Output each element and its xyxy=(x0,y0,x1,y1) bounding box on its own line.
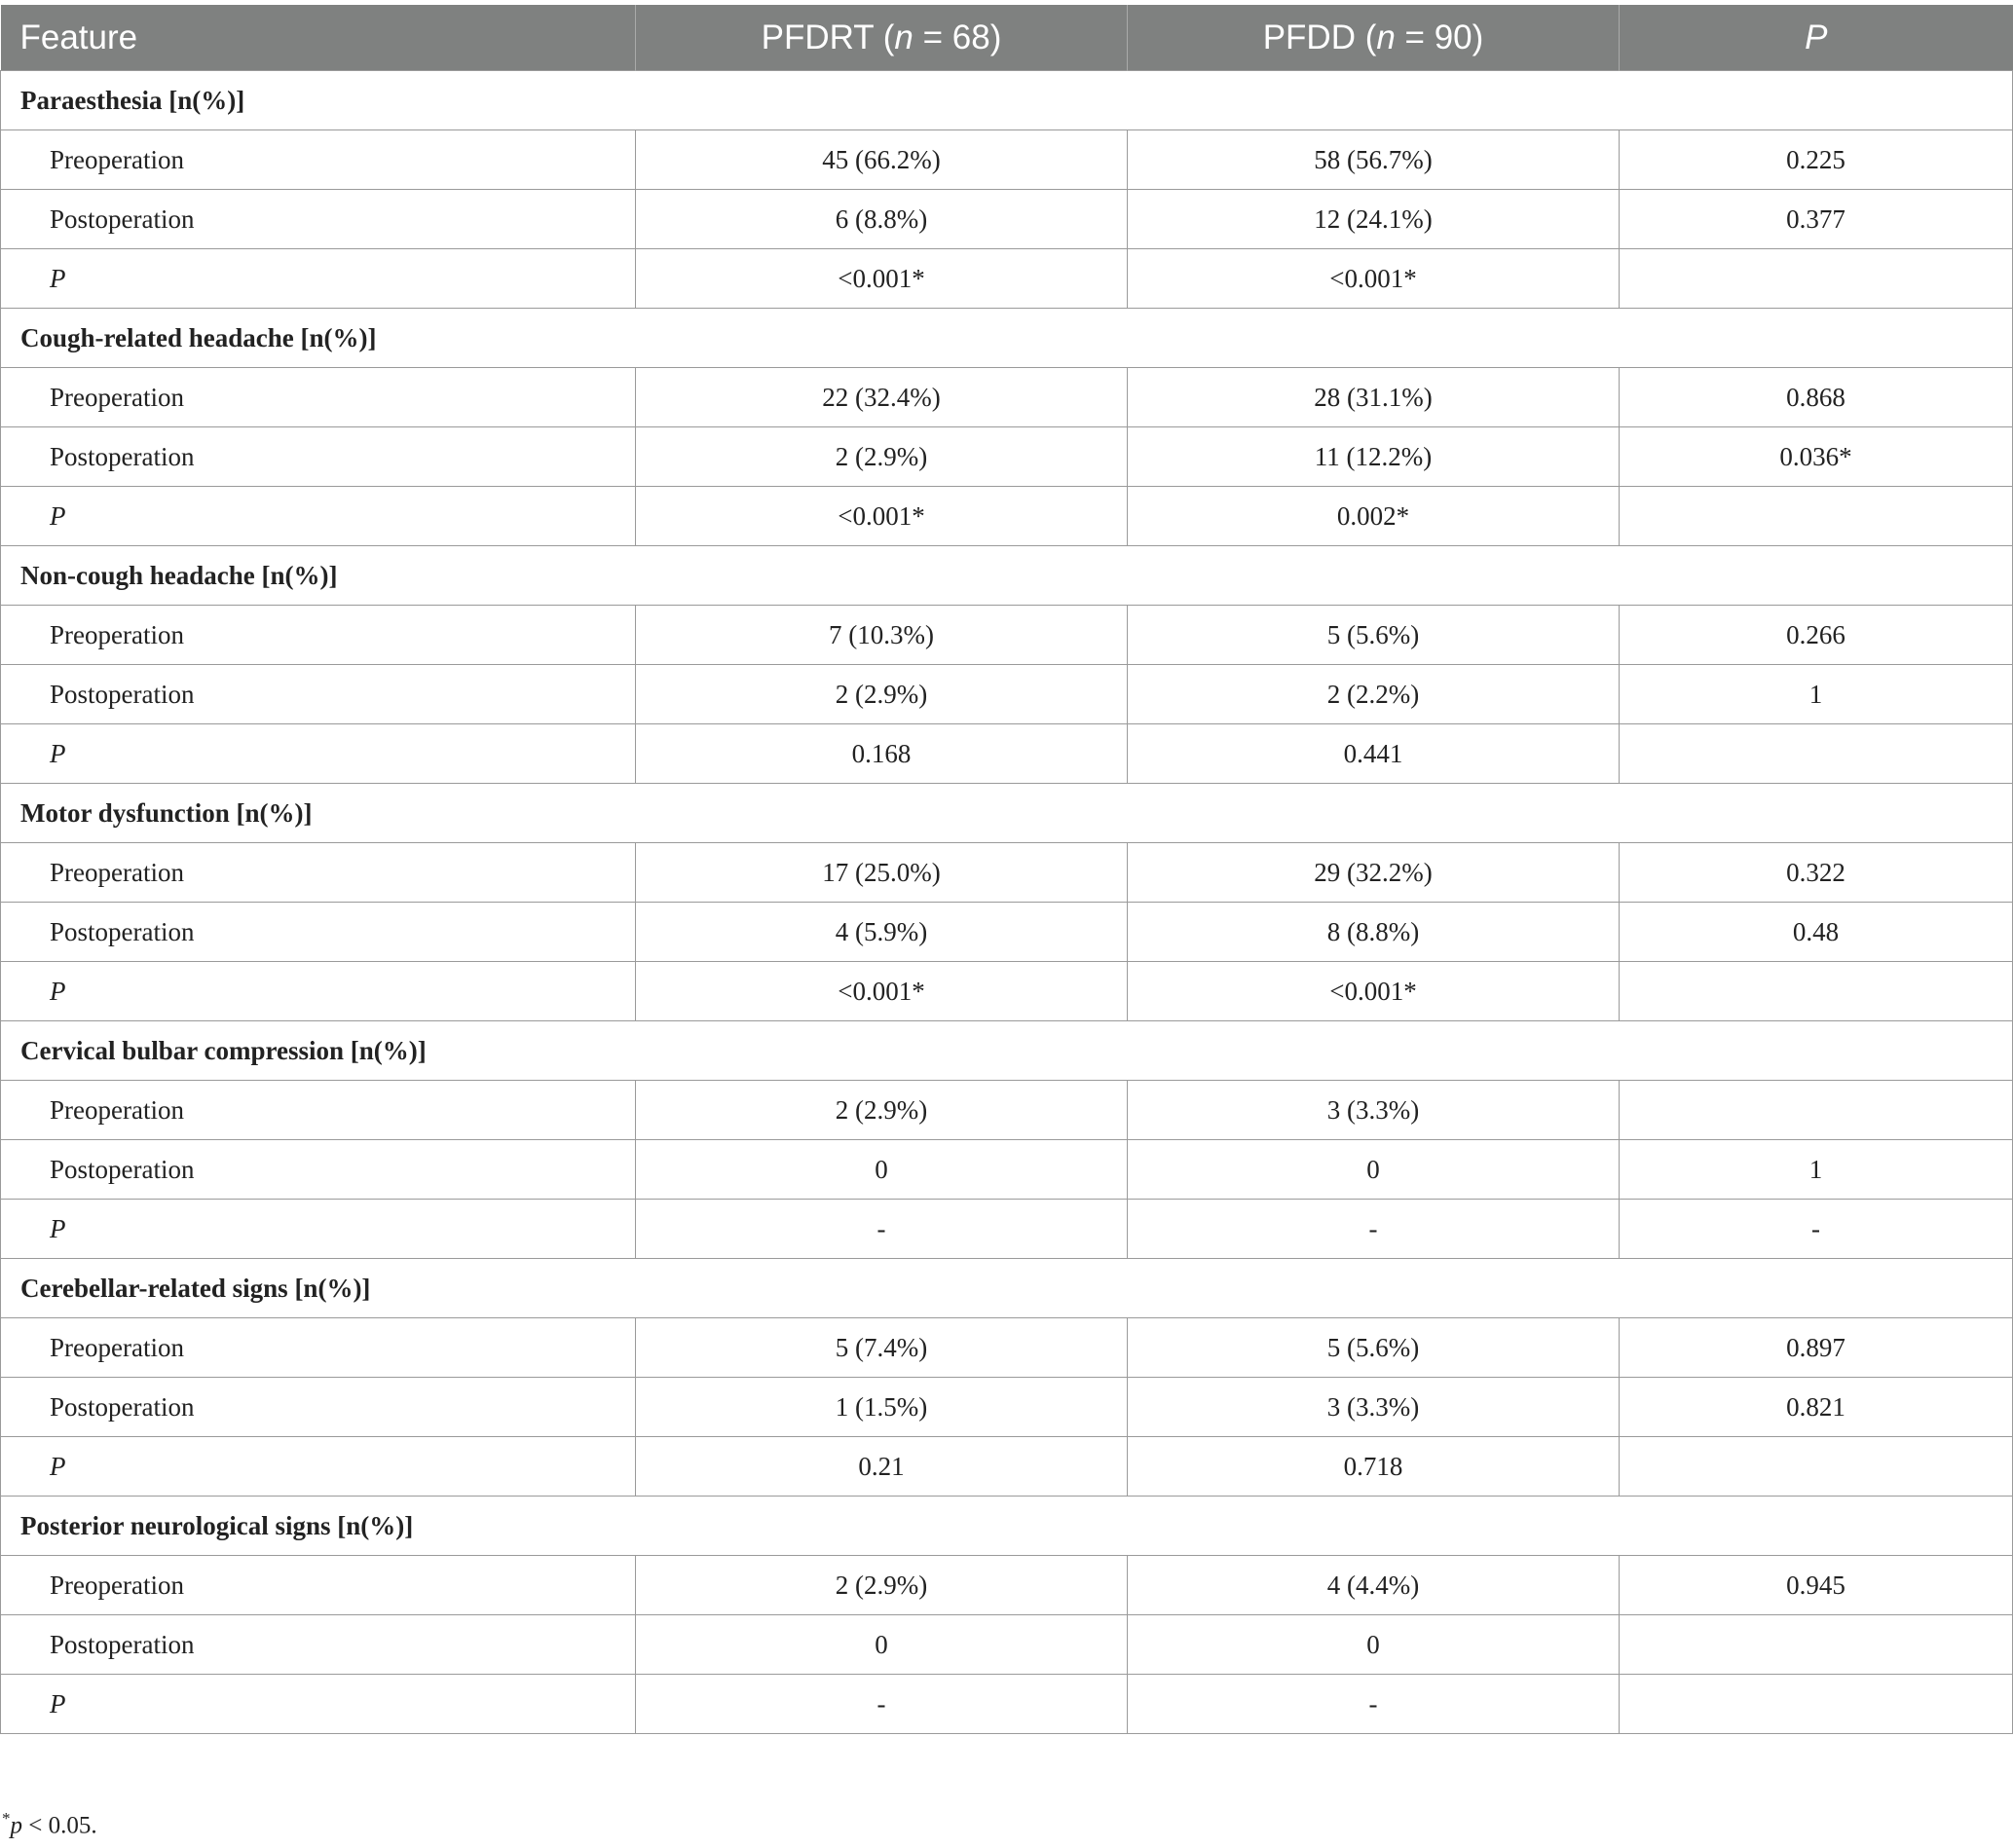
results-table xyxy=(0,5,2013,1734)
cell-pfdd: 0 xyxy=(1128,1615,1620,1675)
table-row xyxy=(1,1615,2013,1675)
table-row xyxy=(1,1200,2013,1259)
cell-p xyxy=(1620,1081,2013,1140)
row-label: Postoperation xyxy=(1,427,636,487)
cell-pfdd: 12 (24.1%) xyxy=(1128,190,1620,249)
cell-p: 0.322 xyxy=(1620,843,2013,903)
cell-p: 1 xyxy=(1620,1140,2013,1200)
footnote xyxy=(2,1809,97,1839)
cell-p: 1 xyxy=(1620,665,2013,724)
header-pfdrt-prefix: PFDRT ( xyxy=(761,18,895,56)
cell-p: 0.897 xyxy=(1620,1318,2013,1378)
row-label: Postoperation xyxy=(1,665,636,724)
cell-p xyxy=(1620,724,2013,784)
table-row xyxy=(1,1556,2013,1615)
row-label: P xyxy=(1,1675,636,1734)
cell-pfdd: 0.002* xyxy=(1128,487,1620,546)
cell-pfdd: 8 (8.8%) xyxy=(1128,903,1620,962)
table-row xyxy=(1,1675,2013,1734)
row-label: P xyxy=(1,724,636,784)
header-pfdrt-suffix: = 68) xyxy=(913,18,1002,56)
table-row xyxy=(1,1437,2013,1497)
header-pfdd-prefix: PFDD ( xyxy=(1262,18,1377,56)
row-label: Postoperation xyxy=(1,903,636,962)
cell-p xyxy=(1620,487,2013,546)
cell-p: 0.868 xyxy=(1620,368,2013,427)
cell-pfdd: 4 (4.4%) xyxy=(1128,1556,1620,1615)
cell-pfdd: <0.001* xyxy=(1128,249,1620,309)
table-body xyxy=(1,71,2013,1734)
header-p: P xyxy=(1620,5,2013,71)
cell-pfdrt: 0 xyxy=(636,1140,1128,1200)
cell-pfdrt: - xyxy=(636,1675,1128,1734)
cell-p: 0.225 xyxy=(1620,130,2013,190)
cell-p: 0.945 xyxy=(1620,1556,2013,1615)
table-row xyxy=(1,962,2013,1021)
cell-pfdrt: 1 (1.5%) xyxy=(636,1378,1128,1437)
section-header-row xyxy=(1,546,2013,606)
table-row xyxy=(1,1318,2013,1378)
table-row xyxy=(1,130,2013,190)
section-header-row xyxy=(1,309,2013,368)
row-label: Preoperation xyxy=(1,1081,636,1140)
row-label: Postoperation xyxy=(1,1378,636,1437)
cell-pfdrt: - xyxy=(636,1200,1128,1259)
results-table-container xyxy=(0,5,2012,1734)
cell-pfdrt: 0.21 xyxy=(636,1437,1128,1497)
cell-pfdd: 0 xyxy=(1128,1140,1620,1200)
cell-pfdd: 2 (2.2%) xyxy=(1128,665,1620,724)
cell-pfdrt: <0.001* xyxy=(636,962,1128,1021)
footnote-mark: * xyxy=(2,1809,11,1828)
cell-pfdd: 5 (5.6%) xyxy=(1128,606,1620,665)
cell-pfdrt: 45 (66.2%) xyxy=(636,130,1128,190)
section-header-row xyxy=(1,1259,2013,1318)
footnote-rest: < 0.05. xyxy=(22,1812,97,1839)
section-header-row xyxy=(1,784,2013,843)
cell-pfdrt: 5 (7.4%) xyxy=(636,1318,1128,1378)
section-header-row xyxy=(1,1021,2013,1081)
cell-pfdd: 11 (12.2%) xyxy=(1128,427,1620,487)
cell-pfdrt: 2 (2.9%) xyxy=(636,1556,1128,1615)
cell-pfdrt: 6 (8.8%) xyxy=(636,190,1128,249)
row-label: Postoperation xyxy=(1,1615,636,1675)
row-label: Postoperation xyxy=(1,190,636,249)
header-pfdrt-n: n xyxy=(894,18,913,56)
cell-pfdrt: 17 (25.0%) xyxy=(636,843,1128,903)
cell-p xyxy=(1620,1675,2013,1734)
cell-pfdd: 5 (5.6%) xyxy=(1128,1318,1620,1378)
cell-p: 0.266 xyxy=(1620,606,2013,665)
cell-p: - xyxy=(1620,1200,2013,1259)
header-pfdd-n: n xyxy=(1376,18,1396,56)
row-label: Preoperation xyxy=(1,843,636,903)
cell-pfdd: - xyxy=(1128,1675,1620,1734)
header-feature: Feature xyxy=(1,5,636,71)
section-title: Cough-related headache [n(%)] xyxy=(1,309,2013,368)
cell-p xyxy=(1620,962,2013,1021)
table-row xyxy=(1,724,2013,784)
cell-pfdd: <0.001* xyxy=(1128,962,1620,1021)
cell-pfdd: 0.441 xyxy=(1128,724,1620,784)
cell-pfdrt: 2 (2.9%) xyxy=(636,665,1128,724)
row-label: Postoperation xyxy=(1,1140,636,1200)
section-title: Posterior neurological signs [n(%)] xyxy=(1,1497,2013,1556)
section-header-row xyxy=(1,71,2013,130)
cell-pfdrt: 4 (5.9%) xyxy=(636,903,1128,962)
table-row xyxy=(1,843,2013,903)
cell-pfdrt: <0.001* xyxy=(636,487,1128,546)
table-row xyxy=(1,487,2013,546)
row-label: Preoperation xyxy=(1,368,636,427)
row-label: P xyxy=(1,1200,636,1259)
row-label: Preoperation xyxy=(1,1318,636,1378)
row-label: P xyxy=(1,1437,636,1497)
row-label: Preoperation xyxy=(1,1556,636,1615)
row-label: P xyxy=(1,249,636,309)
cell-p xyxy=(1620,249,2013,309)
cell-p: 0.48 xyxy=(1620,903,2013,962)
row-label: P xyxy=(1,487,636,546)
row-label: P xyxy=(1,962,636,1021)
section-title: Motor dysfunction [n(%)] xyxy=(1,784,2013,843)
cell-pfdd: 29 (32.2%) xyxy=(1128,843,1620,903)
row-label: Preoperation xyxy=(1,606,636,665)
section-header-row xyxy=(1,1497,2013,1556)
table-header-row xyxy=(1,5,2013,71)
section-title: Non-cough headache [n(%)] xyxy=(1,546,2013,606)
cell-pfdrt: 22 (32.4%) xyxy=(636,368,1128,427)
cell-p xyxy=(1620,1437,2013,1497)
table-row xyxy=(1,1140,2013,1200)
header-pfdd xyxy=(1128,5,1620,71)
table-row xyxy=(1,606,2013,665)
cell-pfdrt: 0.168 xyxy=(636,724,1128,784)
cell-pfdrt: <0.001* xyxy=(636,249,1128,309)
cell-pfdrt: 7 (10.3%) xyxy=(636,606,1128,665)
table-row xyxy=(1,665,2013,724)
table-row xyxy=(1,249,2013,309)
table-row xyxy=(1,368,2013,427)
table-row xyxy=(1,190,2013,249)
table-row xyxy=(1,427,2013,487)
row-label: Preoperation xyxy=(1,130,636,190)
cell-p: 0.821 xyxy=(1620,1378,2013,1437)
cell-pfdd: 3 (3.3%) xyxy=(1128,1378,1620,1437)
cell-p: 0.036* xyxy=(1620,427,2013,487)
cell-pfdd: 0.718 xyxy=(1128,1437,1620,1497)
cell-pfdrt: 0 xyxy=(636,1615,1128,1675)
section-title: Paraesthesia [n(%)] xyxy=(1,71,2013,130)
table-row xyxy=(1,1378,2013,1437)
table-row xyxy=(1,1081,2013,1140)
cell-p: 0.377 xyxy=(1620,190,2013,249)
cell-pfdd: 28 (31.1%) xyxy=(1128,368,1620,427)
section-title: Cerebellar-related signs [n(%)] xyxy=(1,1259,2013,1318)
cell-p xyxy=(1620,1615,2013,1675)
footnote-p: p xyxy=(10,1812,22,1839)
cell-pfdrt: 2 (2.9%) xyxy=(636,1081,1128,1140)
cell-pfdd: - xyxy=(1128,1200,1620,1259)
cell-pfdd: 3 (3.3%) xyxy=(1128,1081,1620,1140)
cell-pfdrt: 2 (2.9%) xyxy=(636,427,1128,487)
header-pfdrt xyxy=(636,5,1128,71)
header-pfdd-suffix: = 90) xyxy=(1395,18,1484,56)
cell-pfdd: 58 (56.7%) xyxy=(1128,130,1620,190)
table-row xyxy=(1,903,2013,962)
section-title: Cervical bulbar compression [n(%)] xyxy=(1,1021,2013,1081)
